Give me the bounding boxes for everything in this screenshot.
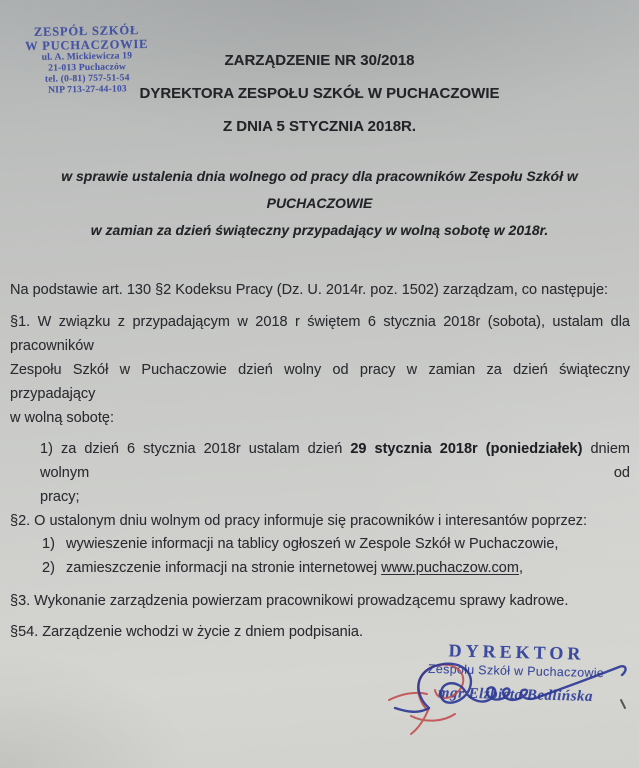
item-1-highlighted-date: 29 stycznia 2018r (poniedziałek) — [350, 441, 583, 457]
item-1-text-end: dniem wolnym od — [40, 441, 630, 481]
list-item-2-text — [66, 557, 523, 581]
list-item-2-suffix: , — [518, 559, 523, 576]
list-item-2 — [42, 557, 630, 581]
document-body — [10, 278, 630, 644]
list-item-1-text: wywieszenie informacji na tablicy ogłoszeń w Zespole Szkół w Puchaczowie, — [66, 536, 559, 552]
title-date: Z DNIA 5 STYCZNIA 2018R. — [222, 118, 417, 135]
title-issuer: DYREKTORA ZESPOŁU SZKÓŁ W PUCHACZOWIE — [139, 85, 500, 102]
item-1-line-2: pracy; — [40, 489, 80, 505]
handwritten-signature — [385, 650, 635, 745]
title-ordinance-number: ZARZĄDZENIE NR 30/2018 — [224, 52, 415, 69]
stamp-phone: tel. (0-81) 757-51-54 — [44, 73, 130, 85]
website-link: www.puchaczow.com — [381, 559, 519, 576]
legal-basis-paragraph: Na podstawie art. 130 §2 Kodeksu Pracy (Dz. U. 2014r. poz. 1502) zarządzam, co następuje: — [10, 282, 609, 298]
signature-blue-ink — [395, 664, 626, 712]
paragraph-2-list — [10, 533, 630, 580]
document-title — [0, 44, 639, 143]
stamp-address-city: 21-013 Puchaczów — [48, 62, 127, 74]
item-1-line-1 — [40, 437, 630, 485]
signature-red-ink — [389, 665, 463, 734]
paragraph-1-line-1: §1. W związku z przypadającym w 2018 r świętem 6 stycznia 2018r (sobota), ustalam dla pracowników — [10, 314, 630, 354]
paragraph-1-item-1 — [10, 437, 630, 509]
paragraph-2: §2. O ustalonym dniu wolnym od pracy informuje się pracowników i interesantów poprzez: — [10, 513, 588, 529]
paragraph-1-line-3: w wolną sobotę: — [10, 410, 114, 426]
director-title-stamp: DYREKTOR — [448, 640, 585, 664]
list-item-1 — [42, 533, 630, 557]
document-subject — [12, 163, 627, 244]
stamp-school-name-line1: ZESPÓŁ SZKÓŁ — [33, 23, 140, 39]
stamp-nip: NIP 713-27-44-103 — [48, 84, 127, 96]
director-org-stamp: Zespołu Szkół w Puchaczowie — [427, 661, 605, 681]
list-item-1-number: 1) — [42, 536, 55, 552]
paragraph-3: §3. Wykonanie zarządzenia powierzam pracownikowi prowadzącemu sprawy kadrowe. — [10, 593, 569, 609]
paragraph-1 — [10, 310, 630, 430]
subject-line-2: w zamian za dzień świąteczny przypadający w wolną sobotę w 2018r. — [90, 222, 549, 238]
list-item-2-number: 2) — [42, 559, 55, 576]
director-name-stamp: mgr Elżbieta Bedlińska — [437, 685, 594, 705]
stamp-address-street: ul. A. Mickiewicza 19 — [41, 51, 133, 63]
item-1-text: 1) za dzień 6 stycznia 2018r ustalam dzień — [40, 441, 351, 457]
paragraph-1-line-2: Zespołu Szkół w Puchaczowie dzień wolny od pracy w zamian za dzień świąteczny przypadający — [10, 362, 630, 402]
paragraph-54: §54. Zarządzenie wchodzi w życie z dniem podpisania. — [10, 624, 364, 640]
stamp-school-name-line2: W PUCHACZOWIE — [25, 36, 149, 54]
subject-line-1: w sprawie ustalenia dnia wolnego od pracy dla pracowników Zespołu Szkół w PUCHACZOWIE — [61, 168, 578, 211]
pen-tick-mark — [621, 700, 625, 708]
list-item-2-prefix: zamieszczenie informacji na stronie internetowej — [66, 559, 382, 576]
